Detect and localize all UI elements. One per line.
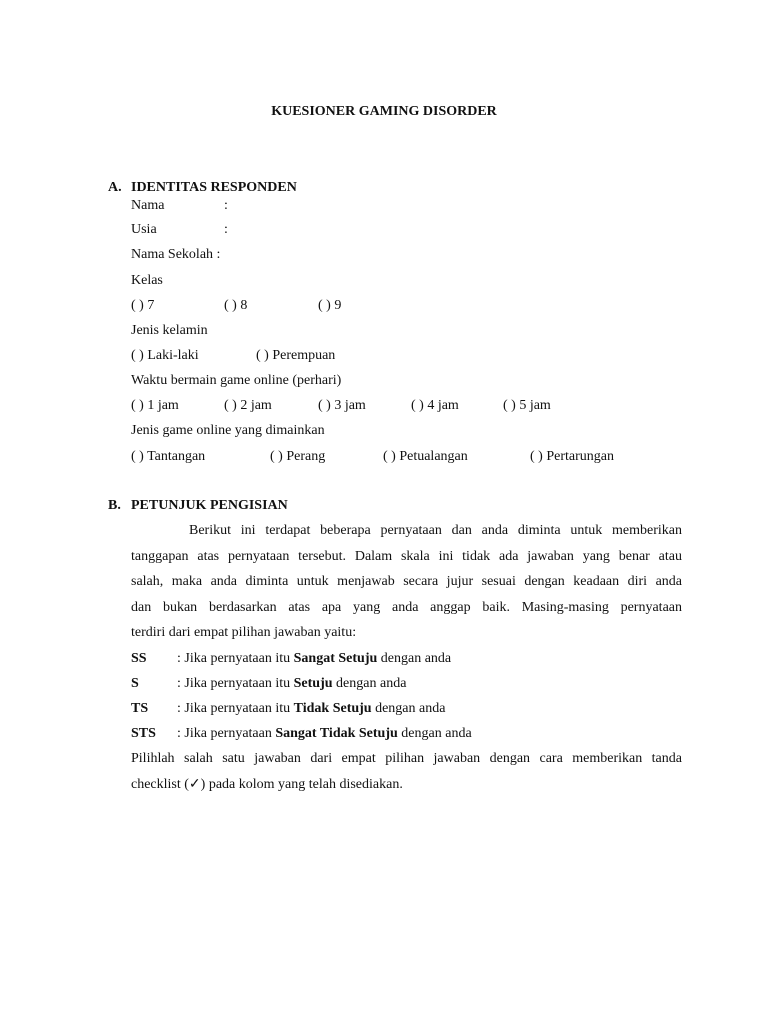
usia-label: Usia	[131, 222, 157, 237]
kelas-option-8[interactable]: ( ) 8	[224, 298, 248, 313]
genre-label: Jenis game online yang dimainkan	[131, 423, 325, 438]
gender-option-male[interactable]: ( ) Laki-laki	[131, 348, 199, 363]
scale-code-ts: TS	[131, 701, 149, 716]
scale-desc-sts: : Jika pernyataan Sangat Tidak Setuju dengan anda	[177, 726, 472, 741]
genre-option-petualangan[interactable]: ( ) Petualangan	[383, 449, 468, 464]
scale-desc-s: : Jika pernyataan itu Setuju dengan anda	[177, 676, 407, 691]
time-option-3[interactable]: ( ) 3 jam	[318, 398, 366, 413]
paragraph-line: terdiri dari empat pilihan jawaban yaitu:	[131, 625, 357, 640]
gender-label: Jenis kelamin	[131, 323, 208, 338]
section-a-letter: A.	[108, 180, 122, 195]
genre-option-pertarungan[interactable]: ( ) Pertarungan	[530, 449, 614, 464]
genre-option-perang[interactable]: ( ) Perang	[270, 449, 326, 464]
scale-code-s: S	[131, 676, 139, 691]
closing-line-2: checklist (✓) pada kolom yang telah disediakan.	[131, 776, 403, 792]
kelas-option-7[interactable]: ( ) 7	[131, 298, 155, 313]
section-b-heading: PETUNJUK PENGISIAN	[131, 498, 288, 513]
section-b-letter: B.	[108, 498, 121, 513]
nama-colon: :	[224, 198, 228, 213]
time-option-4[interactable]: ( ) 4 jam	[411, 398, 459, 413]
time-option-2[interactable]: ( ) 2 jam	[224, 398, 272, 413]
time-option-1[interactable]: ( ) 1 jam	[131, 398, 179, 413]
usia-colon: :	[224, 222, 228, 237]
genre-option-tantangan[interactable]: ( ) Tantangan	[131, 449, 206, 464]
scale-code-sts: STS	[131, 726, 156, 741]
closing-instruction	[131, 746, 682, 797]
section-a-heading: IDENTITAS RESPONDEN	[131, 180, 297, 195]
paragraph-line: salah, maka anda diminta untuk menjawab secara jujur sesuai dengan keadaan diri anda	[131, 574, 682, 589]
time-option-5[interactable]: ( ) 5 jam	[503, 398, 551, 413]
paragraph-line: tanggapan atas pernyataan tersebut. Dalam skala ini tidak ada jawaban yang benar atau	[131, 548, 682, 564]
nama-label: Nama	[131, 198, 165, 213]
gender-option-female[interactable]: ( ) Perempuan	[256, 348, 336, 363]
scale-desc-ts: : Jika pernyataan itu Tidak Setuju dengan anda	[177, 701, 446, 716]
checkmark-icon: ✓	[188, 776, 201, 792]
instructions-paragraph	[131, 518, 682, 646]
paragraph-line: Berikut ini terdapat beberapa pernyataan dan anda diminta untuk memberikan	[189, 523, 682, 538]
closing-line-1: Pilihlah salah satu jawaban dari empat pilihan jawaban dengan cara memberikan tanda	[131, 751, 682, 766]
time-label: Waktu bermain game online (perhari)	[131, 373, 342, 388]
sekolah-label: Nama Sekolah :	[131, 247, 221, 262]
scale-code-ss: SS	[131, 651, 147, 666]
kelas-option-9[interactable]: ( ) 9	[318, 298, 342, 313]
page-title: KUESIONER GAMING DISORDER	[271, 104, 497, 119]
kelas-label: Kelas	[131, 273, 163, 288]
scale-desc-ss: : Jika pernyataan itu Sangat Setuju dengan anda	[177, 651, 452, 666]
paragraph-line: dan bukan berdasarkan atas apa yang anda anggap baik. Masing-masing pernyataan	[131, 599, 682, 615]
